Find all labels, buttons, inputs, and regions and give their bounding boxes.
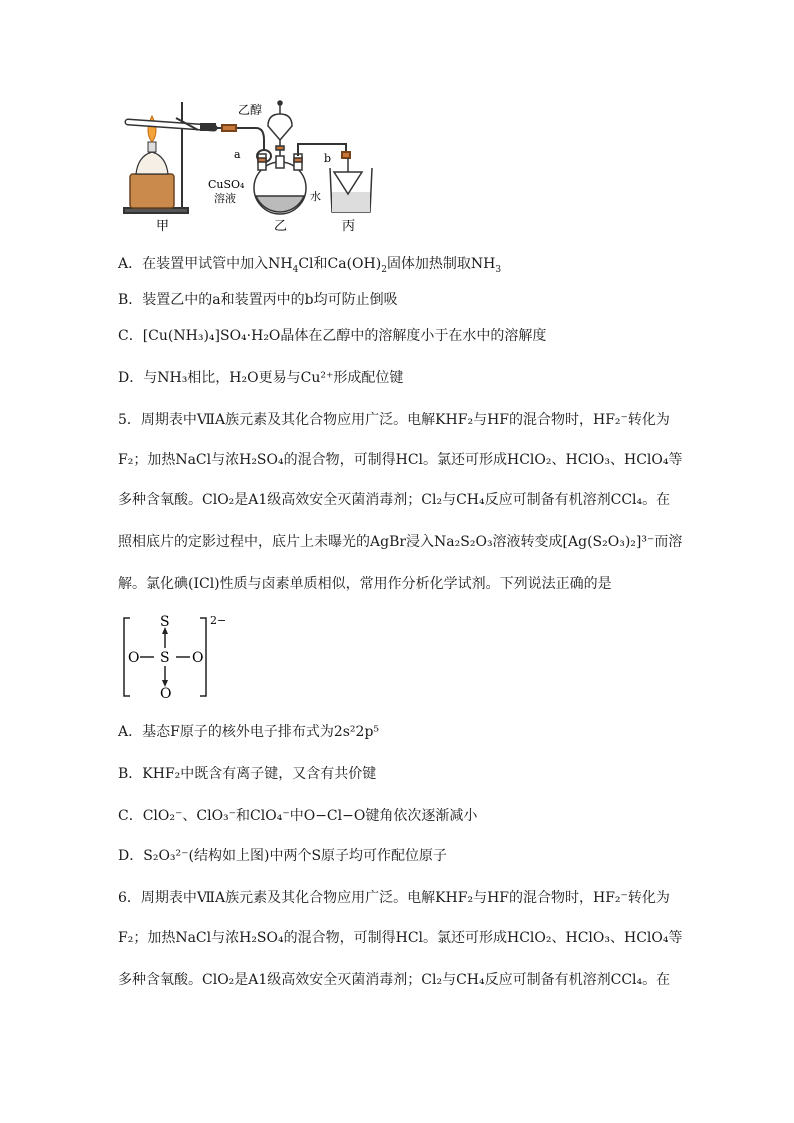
- q6-stem-line-3: 多种含氧酸。ClO₂是A1级高效安全灭菌消毒剂；Cl₂与CH₄反应可制备有机溶剂CCl₄。在: [118, 972, 671, 988]
- label-water: 水: [310, 190, 321, 203]
- q5-stem-line-4: 照相底片的定影过程中，底片上未曝光的AgBr浸入Na₂S₂O₃溶液转变成[Ag(S₂O₃)₂]³⁻而溶: [118, 534, 683, 550]
- label-a: a: [234, 148, 241, 161]
- q5-option-d: D．S₂O₃²⁻(结构如上图)中两个S原子均可作配位原子: [118, 848, 448, 864]
- struct-o-left: O: [128, 650, 140, 666]
- label-solution: 溶液: [214, 192, 236, 205]
- struct-s-center: S: [160, 650, 170, 666]
- test-tube: [128, 118, 216, 131]
- label-bing: 丙: [342, 219, 356, 234]
- q5-stem-line-1: 5．周期表中ⅦA族元素及其化合物应用广泛。电解KHF₂与HF的混合物时，HF₂⁻转化为: [118, 412, 670, 428]
- label-jia: 甲: [156, 219, 170, 234]
- q5-option-b: B．KHF₂中既含有离子键，又含有共价键: [118, 766, 377, 782]
- q4-option-d: D．与NH₃相比，H₂O更易与Cu²⁺形成配位键: [118, 370, 404, 386]
- q5-stem-line-5: 解。氯化碘(ICl)性质与卤素单质相似，常用作分析化学试剂。下列说法正确的是: [118, 576, 612, 592]
- thiosulfate-structure: [118, 612, 248, 700]
- q5-stem-line-2: F₂；加热NaCl与浓H₂SO₄的混合物，可制得HCl。氯还可形成HClO₂、HClO₃、HClO₄等: [118, 452, 683, 468]
- alcohol-lamp: [130, 116, 174, 208]
- q5-option-c: C．ClO₂⁻、ClO₃⁻和ClO₄⁻中O−Cl−O键角依次逐渐减小: [118, 808, 478, 824]
- struct-o-right: O: [192, 650, 204, 666]
- lab-apparatus-figure: [118, 96, 538, 236]
- label-ethanol: 乙醇: [238, 103, 263, 117]
- q4-option-b: B．装置乙中的a和装置丙中的b均可防止倒吸: [118, 292, 398, 308]
- beaker: [330, 158, 372, 212]
- q6-stem-line-1: 6．周期表中ⅦA族元素及其化合物应用广泛。电解KHF₂与HF的混合物时，HF₂⁻转化为: [118, 890, 670, 906]
- q5-stem-line-3: 多种含氧酸。ClO₂是A1级高效安全灭菌消毒剂；Cl₂与CH₄反应可制备有机溶剂CCl₄。在: [118, 492, 671, 508]
- q5-option-a: A．基态F原子的核外电子排布式为2s²2p⁵: [118, 724, 380, 740]
- struct-charge: 2−: [210, 614, 227, 627]
- q6-stem-line-2: F₂；加热NaCl与浓H₂SO₄的混合物，可制得HCl。氯还可形成HClO₂、HClO₃、HClO₄等: [118, 930, 683, 946]
- struct-s-top: S: [160, 614, 170, 630]
- label-b: b: [324, 152, 332, 165]
- q4-option-a: A．在装置甲试管中加入$NH_4Cl$和$Ca(OH)_2$固体加热制取$NH_3$: [118, 256, 502, 275]
- q4-option-c: C．[Cu(NH₃)₄]SO₄·H₂O晶体在乙醇中的溶解度小于在水中的溶解度: [118, 328, 547, 344]
- label-yi: 乙: [274, 219, 288, 234]
- three-neck-flask: [254, 154, 306, 214]
- struct-o-bottom: O: [160, 686, 172, 700]
- label-cuso4: CuSO₄: [208, 178, 245, 191]
